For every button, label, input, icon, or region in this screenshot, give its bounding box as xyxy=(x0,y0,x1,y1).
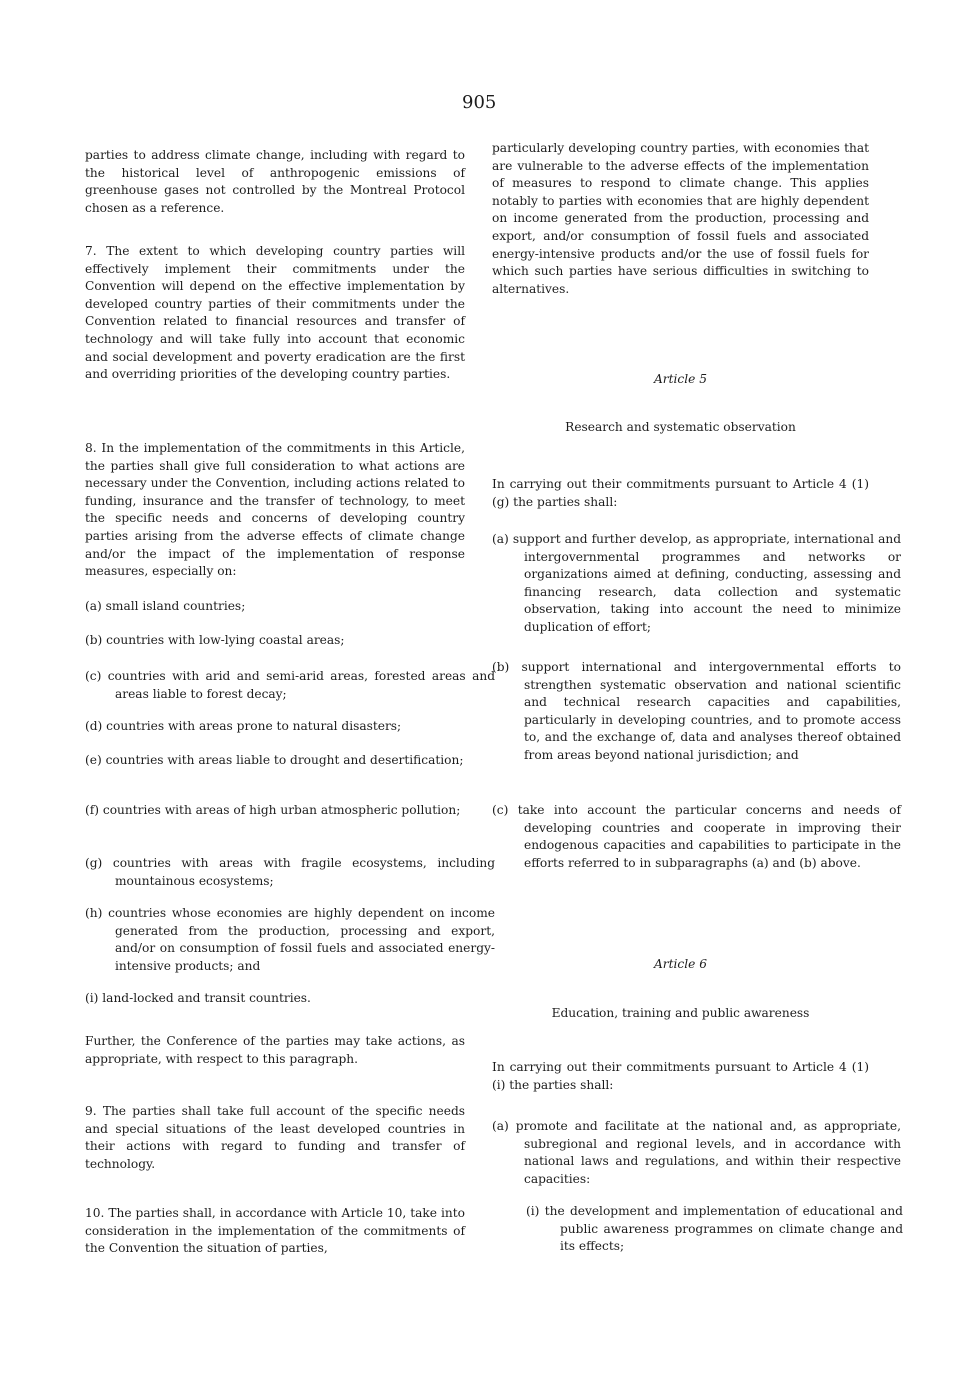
list-item-f: (f) countries with areas of high urban atmospheric pollution; xyxy=(85,803,461,817)
list-item-b: (b) countries with low-lying coastal areas; xyxy=(85,633,345,647)
list-item-g: (g) countries with areas with fragile ecosystems, including mountainous ecosystems; xyxy=(85,856,495,888)
list-item-a: (a) small island countries; xyxy=(85,599,246,613)
paragraph-7: 7. The extent to which developing country parties will effectively implement their commitments under the Convention will depend on the effective implementation by developed country parties of their commitments under the Convention related to financial resources and transfer of technology and will take fully into account that economic and social development and poverty eradication are the first and overriding priorities of the developing country parties. xyxy=(85,244,465,382)
article-6-heading: Article 6 xyxy=(654,957,707,971)
paragraph-10: 10. The parties shall, in accordance with Article 10, take into consideration in the implementation of the commitments of the Convention the situation of parties, xyxy=(85,1206,465,1256)
list-item-i: (i) land-locked and transit countries. xyxy=(85,991,311,1005)
page-number: 905 xyxy=(462,92,497,113)
article-6-item-a: (a) promote and facilitate at the national and, as appropriate, subregional and regional levels, and in accordance with national laws and regulations, and within their respective capacities: xyxy=(492,1119,901,1186)
list-item-d: (d) countries with areas prone to natural disasters; xyxy=(85,719,402,733)
article-5-item-c: (c) take into account the particular concerns and needs of developing countries and cooperate in improving their endogenous capacities and capabilities to participate in the efforts referred to in subparagraphs (a) and (b) above. xyxy=(492,803,901,870)
article-5-intro: In carrying out their commitments pursuant to Article 4 (1) (g) the parties shall: xyxy=(492,477,869,509)
right-continuation-paragraph: particularly developing country parties, with economies that are vulnerable to the adverse effects of the implementation of measures to respond to climate change. This applies notably to parties with economies that are highly dependent on income generated from the production, processing and export, and/or consumption of fossil fuels and associated energy-intensive products and/or the use of fossil fuels for which such parties have serious difficulties in switching to alternatives. xyxy=(492,141,869,296)
article-5-heading: Article 5 xyxy=(654,372,707,386)
list-item-c: (c) countries with arid and semi-arid areas, forested areas and areas liable to forest decay; xyxy=(85,669,495,701)
list-item-e: (e) countries with areas liable to drought and desertification; xyxy=(85,753,464,767)
article-6-item-a-i: (i) the development and implementation of educational and public awareness programmes on climate change and its effects; xyxy=(526,1204,903,1254)
article-6-intro: In carrying out their commitments pursuant to Article 4 (1) (i) the parties shall: xyxy=(492,1060,869,1092)
article-5-title: Research and systematic observation xyxy=(565,420,796,434)
paragraph-8: 8. In the implementation of the commitments in this Article, the parties shall give full consideration to what actions are necessary under the Convention, including actions related to funding, insurance and the transfer of technology, to meet the specific needs and concerns of developing country parties arising from the adverse effects of climate change and/or the impact of the implementation of response measures, especially on: xyxy=(85,441,465,579)
article-5-item-a: (a) support and further develop, as appropriate, international and intergovernmental programmes and networks or organizations aimed at defining, conducting, assessing and financing research, data collection and systematic observation, taking into account the need to minimize duplication of effort; xyxy=(492,532,901,634)
paragraph-9: 9. The parties shall take full account of the specific needs and special situations of the least developed countries in their actions with regard to funding and transfer of technology. xyxy=(85,1104,465,1171)
article-5-item-b: (b) support international and intergovernmental efforts to strengthen systematic observation and national scientific and technical research capacities and capabilities, particularly in developing countries, and to promote access to, and the exchange of, data and analyses thereof obtained from areas beyond national jurisdiction; and xyxy=(492,660,901,762)
article-6-title: Education, training and public awareness xyxy=(551,1006,810,1020)
left-continuation-paragraph: parties to address climate change, including with regard to the historical level of anthropogenic emissions of greenhouse gases not controlled by the Montreal Protocol chosen as a reference. xyxy=(85,148,465,215)
list-item-h: (h) countries whose economies are highly dependent on income generated from the production, processing and export, and/or on consumption of fossil fuels and associated energy-intensive products; and xyxy=(85,906,495,973)
further-paragraph: Further, the Conference of the parties may take actions, as appropriate, with respect to this paragraph. xyxy=(85,1034,465,1066)
